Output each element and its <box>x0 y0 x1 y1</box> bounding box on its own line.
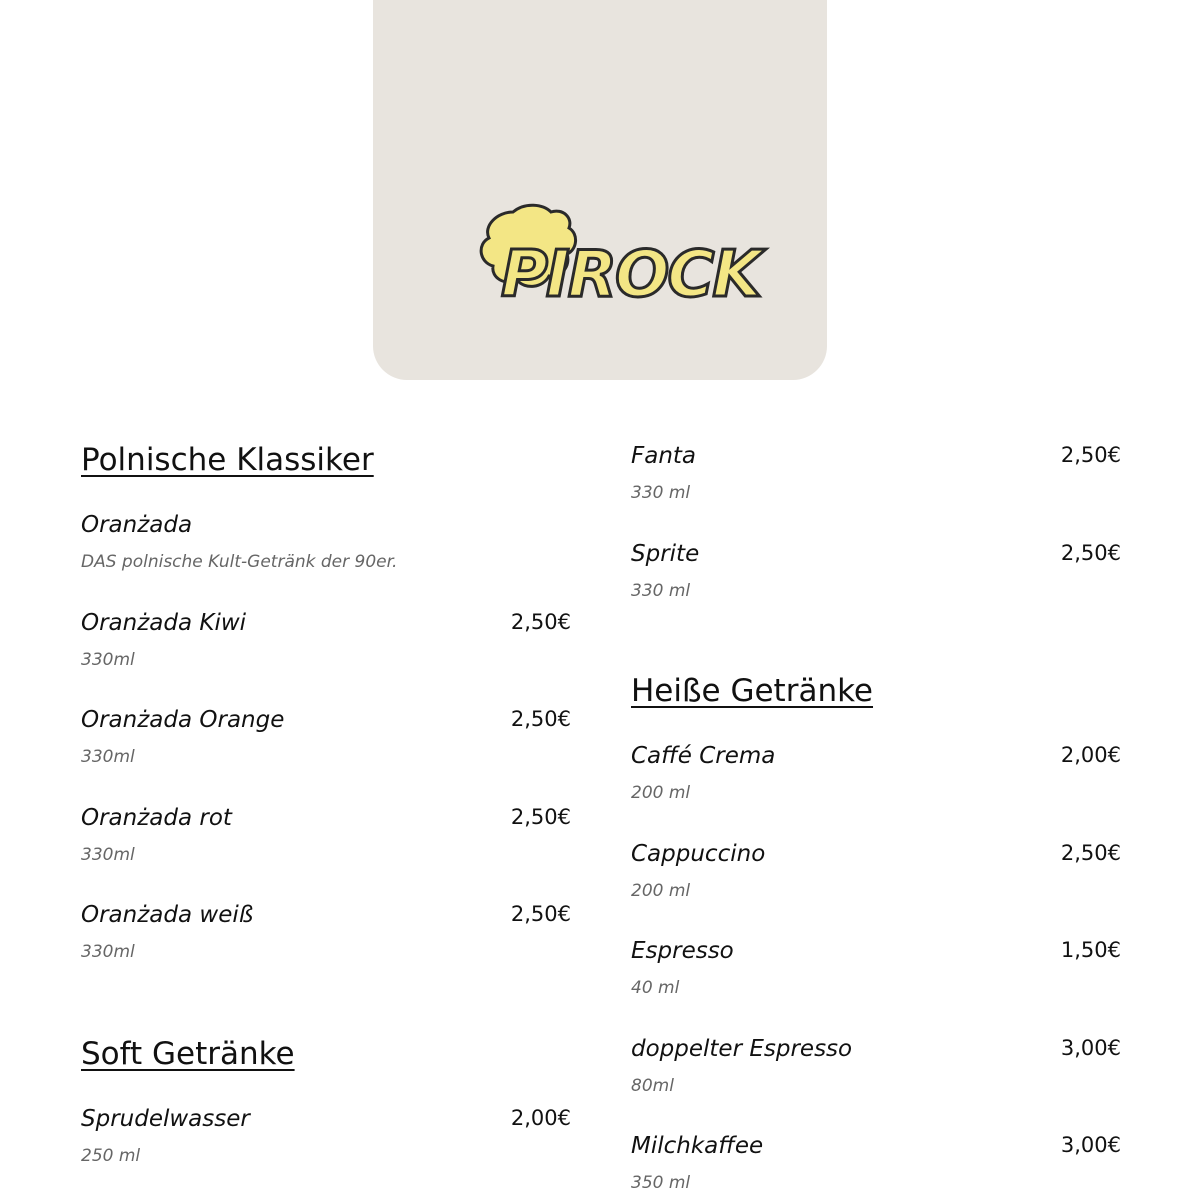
item-name: Oranżada weiß <box>81 902 254 928</box>
item-desc: 200 ml <box>631 881 691 901</box>
item-name: Oranżada Orange <box>81 707 285 733</box>
item-desc: 330ml <box>81 845 135 865</box>
item-price: 2,00€ <box>510 1106 571 1130</box>
item-name: Oranżada <box>81 512 193 538</box>
item-desc: 80ml <box>631 1076 674 1096</box>
item-desc: 330ml <box>81 650 135 670</box>
item-desc: 200 ml <box>631 783 691 803</box>
menu-item <box>81 902 571 972</box>
item-name: Caffé Crema <box>631 743 776 769</box>
menu-item <box>631 443 1121 513</box>
item-price: 2,50€ <box>1060 443 1121 467</box>
item-name: Oranżada Kiwi <box>81 610 247 636</box>
item-name: Fanta <box>631 443 697 469</box>
item-desc: 330 ml <box>631 581 691 601</box>
item-name: Oranżada rot <box>81 805 232 831</box>
menu-item <box>631 1133 1121 1203</box>
item-desc: 350 ml <box>631 1173 691 1193</box>
item-name: Sprite <box>631 541 700 567</box>
pirock-logo <box>473 200 760 312</box>
item-desc: 40 ml <box>631 978 680 998</box>
item-price: 2,50€ <box>1060 541 1121 565</box>
logo-text: PIROCK <box>501 238 760 312</box>
item-name: Sprudelwasser <box>81 1106 250 1132</box>
menu-item <box>631 743 1121 813</box>
item-price: 3,00€ <box>1060 1133 1121 1157</box>
menu-item <box>81 1106 571 1176</box>
item-name: Espresso <box>631 938 734 964</box>
menu-item <box>631 938 1121 1008</box>
item-price: 2,50€ <box>1060 841 1121 865</box>
item-desc: 330 ml <box>631 483 691 503</box>
item-price: 2,50€ <box>510 805 571 829</box>
item-name: doppelter Espresso <box>631 1036 853 1062</box>
item-desc: 330ml <box>81 942 135 962</box>
item-price: 3,00€ <box>1060 1036 1121 1060</box>
item-desc: 250 ml <box>81 1146 141 1166</box>
menu-item <box>631 1036 1121 1106</box>
item-desc: 330ml <box>81 747 135 767</box>
menu-item <box>81 610 571 680</box>
menu-item <box>631 541 1121 611</box>
item-desc: DAS polnische Kult-Getränk der 90er. <box>81 552 398 572</box>
item-name: Cappuccino <box>631 841 766 867</box>
item-price: 2,00€ <box>1060 743 1121 767</box>
item-price: 2,50€ <box>510 610 571 634</box>
section-title-polnische: Polnische Klassiker <box>81 442 374 478</box>
logo-card <box>373 0 827 380</box>
item-price: 1,50€ <box>1060 938 1121 962</box>
menu-item <box>81 805 571 875</box>
menu-item <box>81 707 571 777</box>
item-name: Milchkaffee <box>631 1133 764 1159</box>
menu-item <box>81 512 571 582</box>
item-price: 2,50€ <box>510 902 571 926</box>
menu-item <box>631 841 1121 911</box>
section-title-heisse: Heiße Getränke <box>631 673 874 709</box>
section-title-soft: Soft Getränke <box>81 1036 295 1072</box>
item-price: 2,50€ <box>510 707 571 731</box>
